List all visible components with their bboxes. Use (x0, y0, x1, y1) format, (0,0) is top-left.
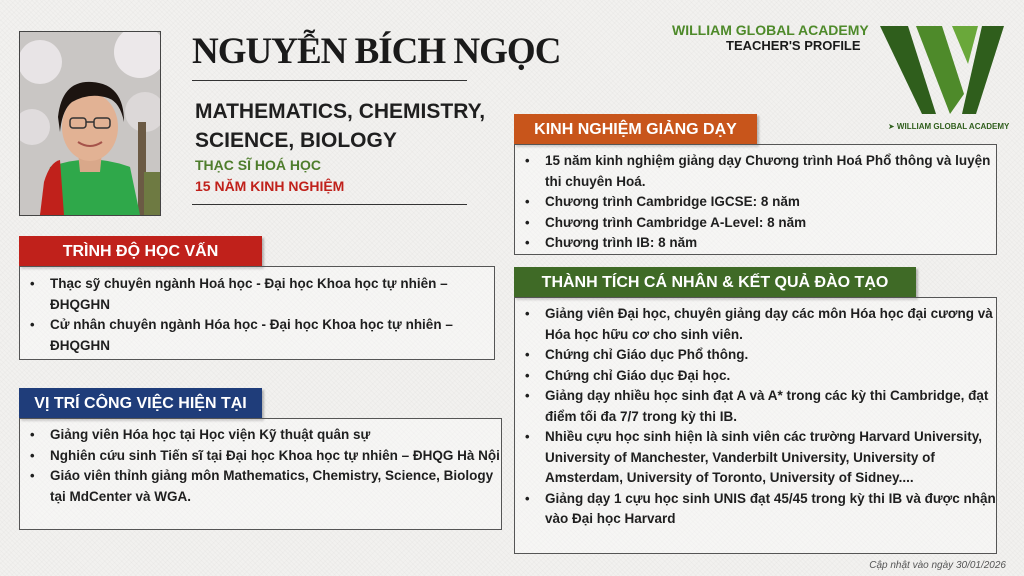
header-bottom-divider (192, 204, 467, 205)
current-position-list (20, 425, 501, 507)
list-item: • Chương trình Cambridge A-Level: 8 năm (515, 213, 996, 234)
current-position-box (19, 418, 502, 530)
education-title: TRÌNH ĐỘ HỌC VẤN (62, 242, 219, 260)
list-item: • 15 năm kinh nghiệm giảng dạy Chương trình Hoá Phổ thông và luyện thi chuyên Hoá. (515, 151, 996, 192)
list-item: • Chứng chỉ Giáo dục Phổ thông. (515, 345, 996, 366)
list-item: • Giảng viên Đại học, chuyên giảng dạy các môn Hóa học đại cương và Hóa học hữu cơ cho sinh viên. (515, 304, 996, 345)
brand-logo-caption: ➤ WILLIAM GLOBAL ACADEMY (888, 122, 1010, 131)
current-position-header (19, 388, 262, 419)
achievements-title: THÀNH TÍCH CÁ NHÂN & KẾT QUẢ ĐÀO TẠO (541, 273, 889, 291)
achievements-header (514, 267, 916, 298)
list-item: • Cử nhân chuyên ngành Hóa học - Đại học Khoa học tự nhiên – ĐHQGHN (20, 315, 494, 356)
list-item: • Chương trình IB: 8 năm (515, 233, 996, 254)
teaching-experience-box (514, 144, 997, 255)
achievements-box (514, 297, 997, 554)
teacher-name: NGUYỄN BÍCH NGỌC (192, 31, 561, 72)
list-item: • Chương trình Cambridge IGCSE: 8 năm (515, 192, 996, 213)
list-item: • Giảng dạy nhiều học sinh đạt A và A* trong các kỳ thi Cambridge, đạt điểm tối đa 7/7 trong kỳ thi IB. (515, 386, 996, 427)
list-item: • Giáo viên thỉnh giảng môn Mathematics, Chemistry, Science, Biology tại MdCenter và WGA. (20, 466, 501, 507)
brand-subtitle: TEACHER'S PROFILE (726, 38, 861, 53)
brand-logo (878, 24, 1006, 116)
teacher-experience-years: 15 NĂM KINH NGHIỆM (195, 178, 345, 194)
achievements-list (515, 304, 996, 530)
current-position-title: VỊ TRÍ CÔNG VIỆC HIỆN TẠI (34, 394, 247, 412)
education-box (19, 266, 495, 360)
teaching-experience-header (514, 114, 757, 145)
list-item: • Nhiều cựu học sinh hiện là sinh viên các trường Harvard University, University of Manchester, Vanderbilt University, University of Amsterdam, University of Toronto, University of Sidney.... (515, 427, 996, 489)
updated-date-note: Cập nhật vào ngày 30/01/2026 (869, 560, 1006, 571)
list-item: • Giảng dạy 1 cựu học sinh UNIS đạt 45/45 trong kỳ thi IB và được nhận vào Đại học Harvard (515, 489, 996, 530)
teaching-experience-title: KINH NGHIỆM GIẢNG DẠY (534, 120, 737, 138)
list-item: • Giảng viên Hóa học tại Học viện Kỹ thuật quân sự (20, 425, 501, 446)
teacher-degree: THẠC SĨ HOÁ HỌC (195, 157, 321, 173)
list-item: • Thạc sỹ chuyên ngành Hoá học - Đại học Khoa học tự nhiên – ĐHQGHN (20, 274, 494, 315)
list-item: • Nghiên cứu sinh Tiến sĩ tại Đại học Khoa học tự nhiên – ĐHQG Hà Nội (20, 446, 501, 467)
education-header (19, 236, 262, 267)
header-divider (192, 80, 467, 81)
teacher-subjects: MATHEMATICS, CHEMISTRY, SCIENCE, BIOLOGY (195, 100, 486, 152)
teaching-experience-list (515, 151, 996, 254)
list-item: • Chứng chỉ Giáo dục Đại học. (515, 366, 996, 387)
brand-name: WILLIAM GLOBAL ACADEMY (672, 22, 869, 38)
education-list (20, 274, 494, 356)
teacher-photo (19, 31, 161, 216)
